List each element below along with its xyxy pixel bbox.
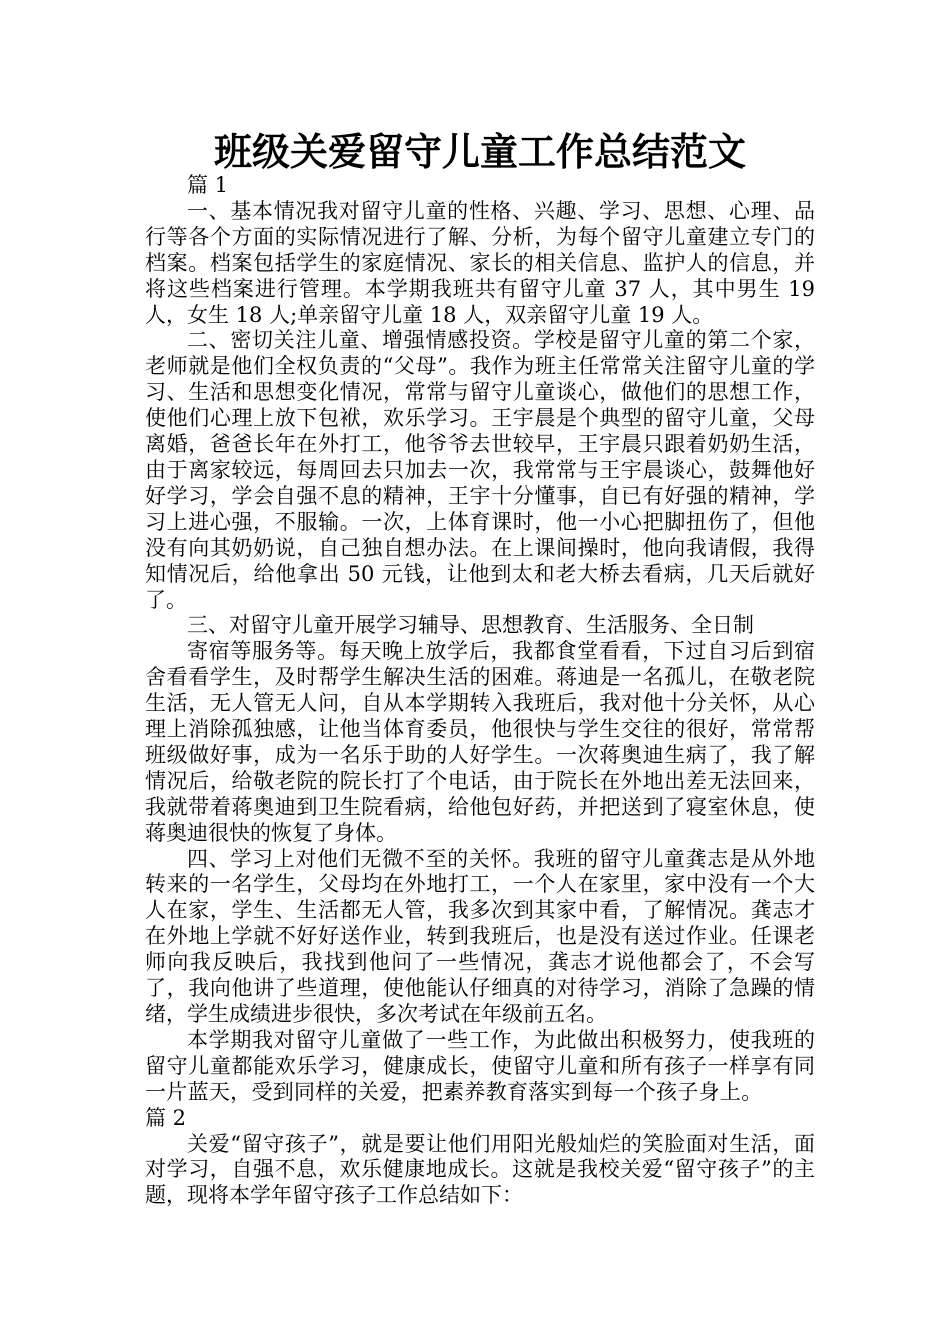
paragraph-5 [145, 1028, 815, 1132]
section-heading-1: 篇 1 [187, 173, 229, 197]
section-heading-2: 篇 2 [145, 1105, 187, 1130]
paragraph-6: 关爱“留守孩子”，就是要让他们用阳光般灿烂的笑脸面对生活，面对学习，自强不息，欢乐健康地成长。这就是我校关爱“留守孩子”的主题，现将本学年留守孩子工作总结如下： [145, 1131, 815, 1208]
paragraph-4: 四、学习上对他们无微不至的关怀。我班的留守儿童龚志是从外地转来的一名学生，父母均在外地打工，一个人在家里，家中没有一个大人在家，学生、生活都无人管，我多次到其家中看，了解情况。龚志才在外地上学就不好好送作业，转到我班后，也是没有送过作业。任课老师向我反映后，我找到他问了一些情况，龚志才说他都会了，不会写了，我向他讲了些道理，使他能认仔细真的对待学习，消除了急躁的情绪，学生成绩进步很快，多次考试在年级前五名。 [145, 846, 815, 1026]
paragraph-2: 二、密切关注儿童、增强情感投资。学校是留守儿童的第二个家，老师就是他们全权负责的“父母”。我作为班主任常常关注留守儿童的学习、生活和思想变化情况，常常与留守儿童谈心，做他们的思想工作，使他们心理上放下包袱，欢乐学习。王宇晨是个典型的留守儿童，父母离婚，爸爸长年在外打工，他爷爷去世较早，王宇晨只跟着奶奶生活，由于离家较远，每周回去只加去一次，我常常与王宇晨谈心，鼓舞他好好学习，学会自强不息的精神，王宇十分懂事，自已有好强的精神，学习上进心强，不服输。一次，上体育课时，他一小心把脚扭伤了，但他没有向其奶奶说，自己独自想办法。在上课间操时，他向我请假，我得知情况后，给他拿出 50 元钱，让他到太和老大桥去看病，几天后就好了。 [145, 328, 815, 612]
paragraph-3b: 寄宿等服务等。每天晚上放学后，我都食堂看看，下过自习后到宿舍看看学生，及时帮学生解决生活的困难。蒋迪是一名孤儿，在敬老院生活，无人管无人问，自从本学期转入我班后，我对他十分关怀，从心理上消除孤独感，让他当体育委员，他很快与学生交往的很好，常常帮班级做好事，成为一名乐于助的人好学生。一次蒋奥迪生病了，我了解情况后，给敬老院的院长打了个电话，由于院长在外地出差无法回来，我就带着蒋奥迪到卫生院看病，给他包好药，并把送到了寝室休息，使蒋奥迪很快的恢复了身体。 [145, 639, 815, 845]
paragraph-3a: 三、对留守儿童开展学习辅导、思想教育、生活服务、全日制 [187, 613, 754, 638]
paragraph-1: 一、基本情况我对留守儿童的性格、兴趣、学习、思想、心理、品行等各个方面的实际情况进行了解、分析，为每个留守儿童建立专门的档案。档案包括学生的家庭情况、家长的相关信息、监护人的信息，并将这些档案进行管理。本学期我班共有留守儿童 37 人，其中男生 19 人，女生 18 人;单亲留守儿童 18 人，双亲留守儿童 19 人。 [145, 198, 815, 327]
paragraph-5-text: 本学期我对留守儿童做了一些工作，为此做出积极努力，使我班的留守儿童都能欢乐学习，健康成长，使留守儿童和所有孩子一样享有同一片蓝天，受到同样的关爱，把素养教育落实到每一个孩子身上。 [145, 1027, 815, 1104]
document-title: 班级关爱留守儿童工作总结范文 [213, 130, 746, 174]
document-page [145, 125, 815, 1209]
